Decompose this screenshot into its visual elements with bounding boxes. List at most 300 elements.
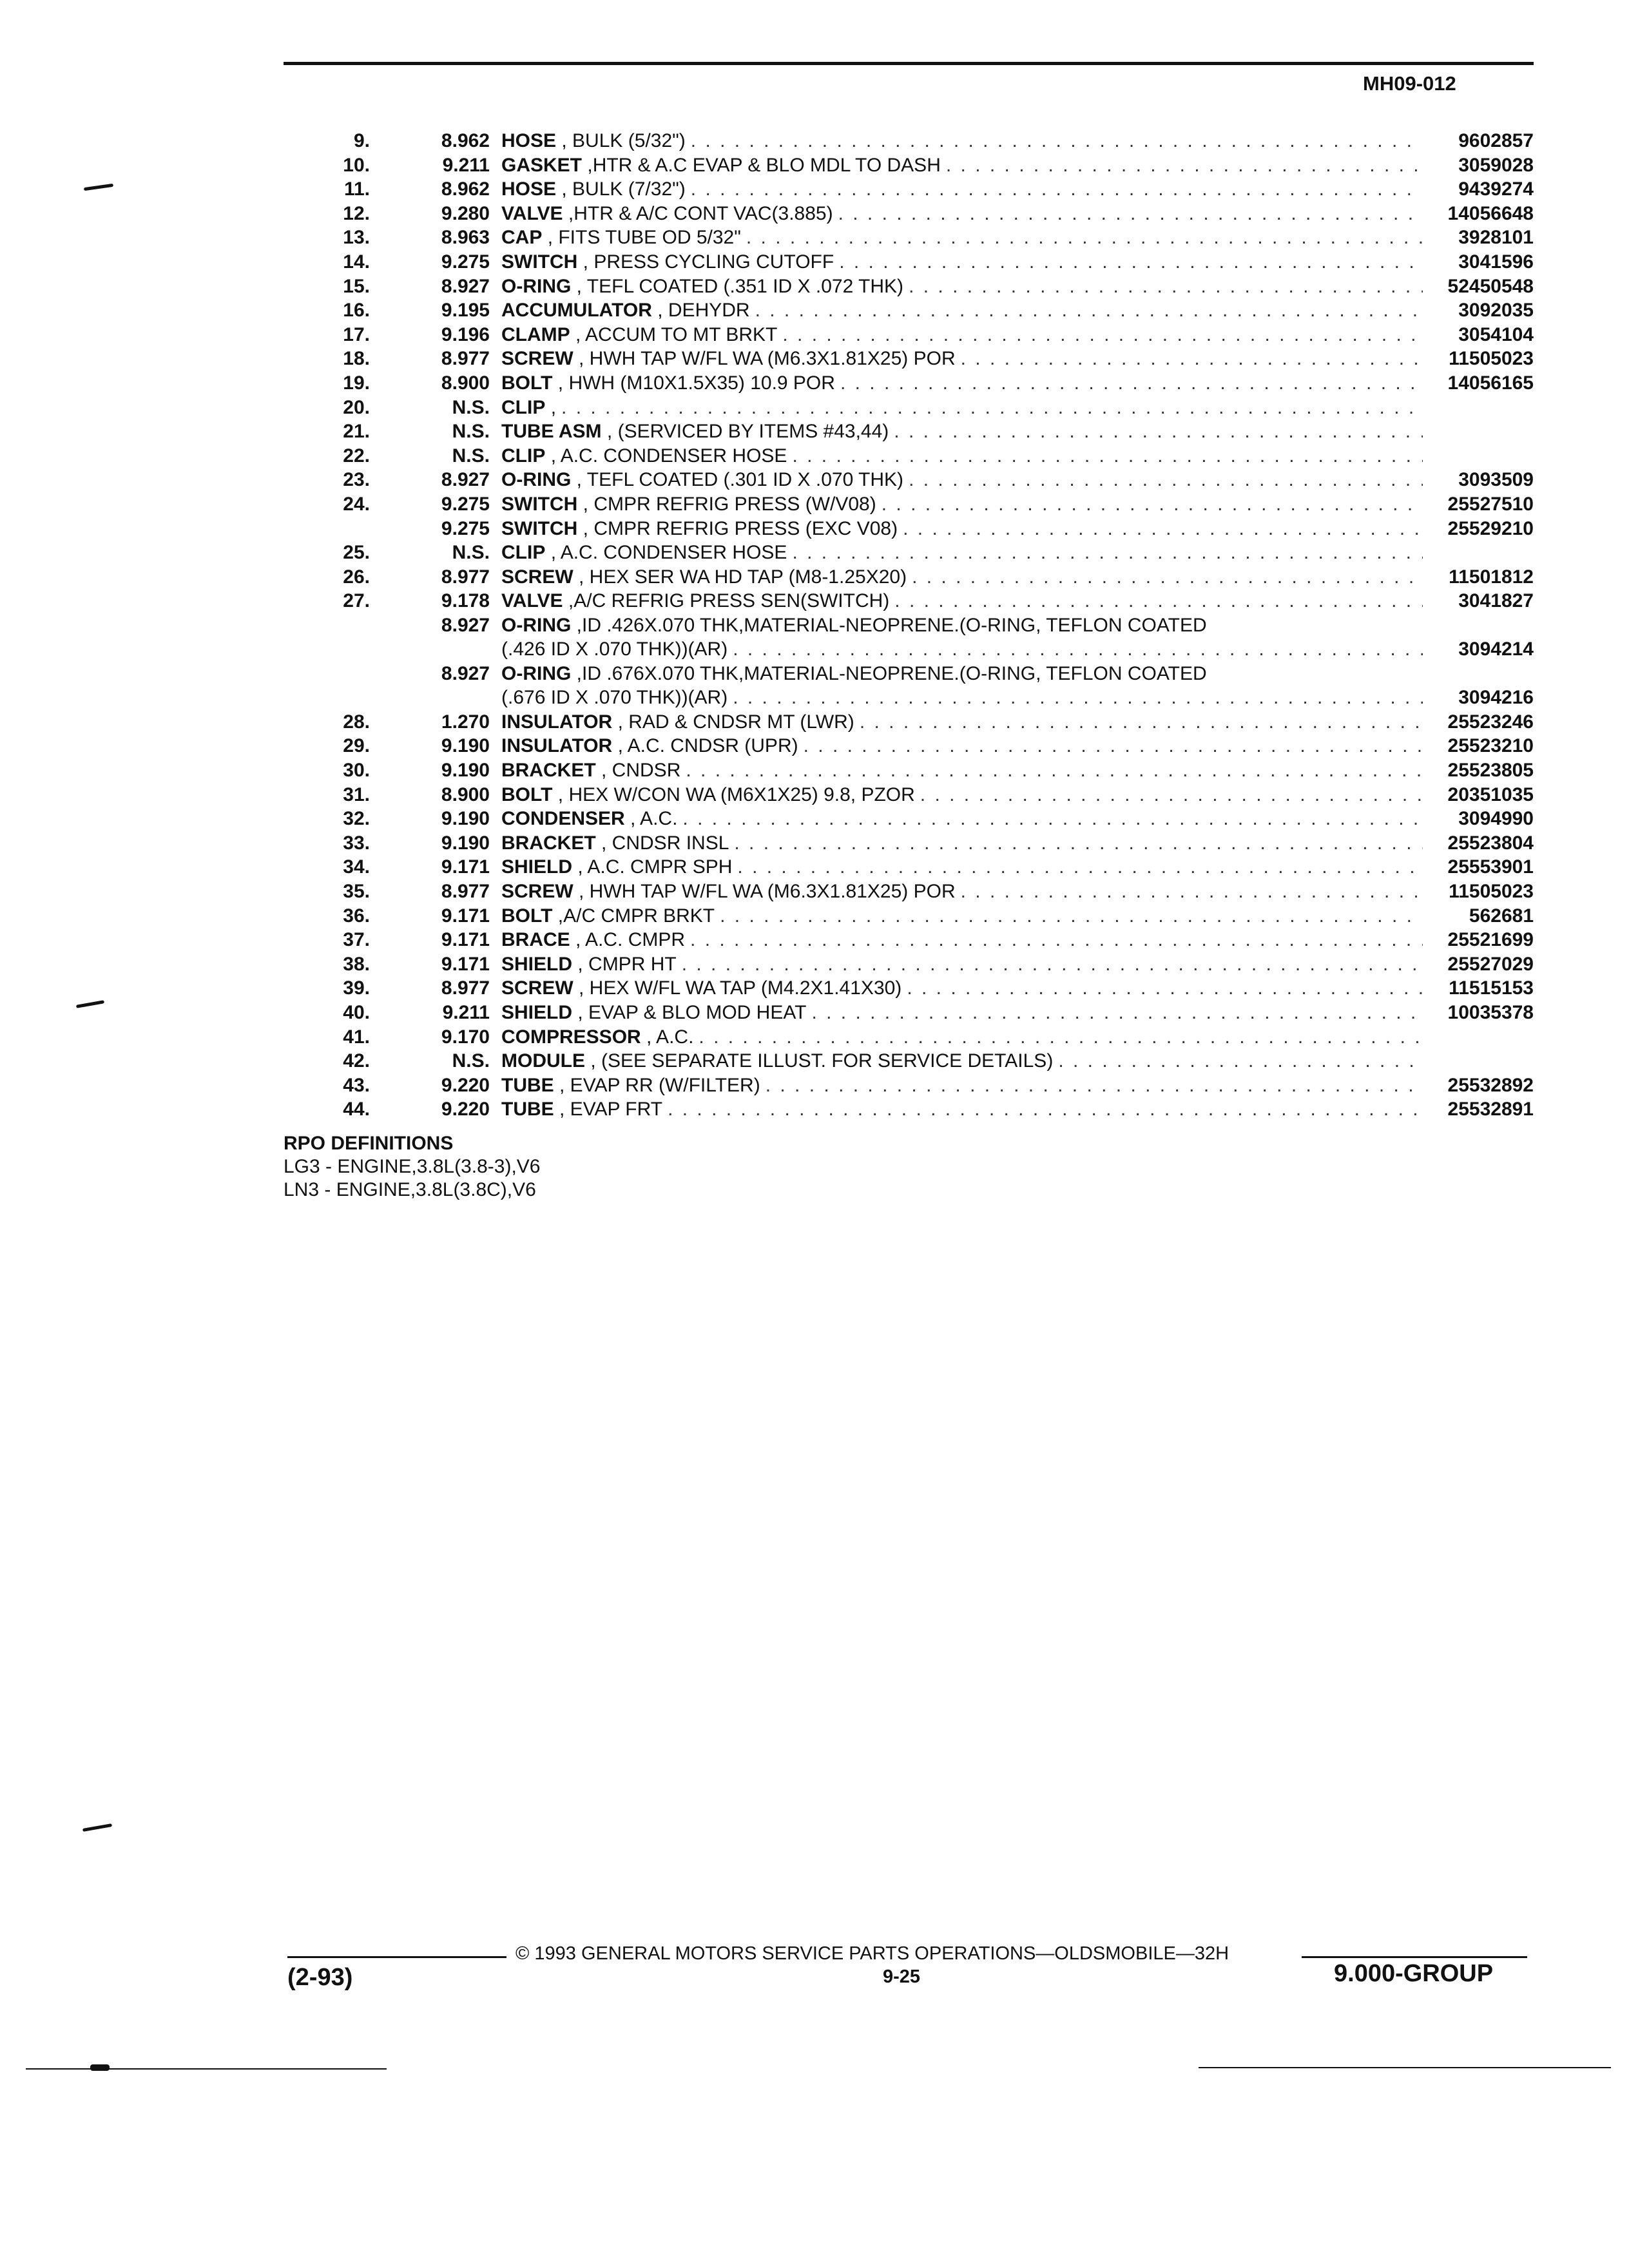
description [501,347,1423,371]
description [501,396,1423,420]
leader-dots [1053,1049,1423,1073]
leader-dots [686,129,1423,153]
leader-dots [787,444,1423,468]
part-detail: , [550,396,557,418]
group-number: 9.196 [441,323,490,345]
item-number: 13. [343,227,370,249]
part-detail: , CMPR REFRIG PRESS (EXC V08) [583,517,898,539]
parts-row [284,202,1534,226]
part-name: O-RING [501,275,572,297]
group-number: 9.220 [441,1099,490,1120]
group-number: 9.275 [441,517,490,539]
scan-dot [90,2064,110,2071]
group-number: 9.170 [441,1026,490,1048]
item-number: 30. [343,760,370,782]
part-name: CONDENSER [501,808,625,830]
parts-row [284,492,1534,517]
group-number: 8.963 [441,227,490,249]
group-number: 8.900 [441,783,490,805]
part-number: 25523246 [1447,711,1534,733]
parts-list [284,129,1534,1122]
item-number: 10. [343,154,370,176]
parts-row [284,371,1534,396]
group-number: 9.190 [441,808,490,830]
description [501,371,1423,396]
item-number: 25. [343,542,370,564]
leader-dots [889,419,1423,444]
parts-row [284,807,1534,831]
parts-row [284,758,1534,783]
part-number: 9602857 [1458,130,1534,151]
leader-dots [693,1025,1423,1050]
part-detail: , HWH TAP W/FL WA (M6.3X1.81X25) POR [579,881,956,903]
item-number: 29. [343,735,370,757]
group-number: 8.927 [441,614,490,636]
part-name: SWITCH [501,493,578,515]
group-number: 8.977 [441,348,490,370]
item-number: 17. [343,323,370,345]
description [501,783,1423,807]
part-detail: , BULK (5/32") [561,130,686,151]
parts-row [284,613,1534,662]
leader-dots [662,1097,1423,1122]
part-number: 25529210 [1447,517,1534,539]
part-number: 562681 [1469,905,1534,927]
part-name: CLAMP [501,323,570,345]
item-number: 40. [343,1002,370,1023]
leader-dots [806,1001,1423,1025]
header-rule [284,62,1534,65]
group-number: 8.927 [441,469,490,491]
scan-line-bottom [26,2068,387,2070]
group-number: 9.171 [441,905,490,927]
parts-row [284,517,1534,541]
part-name: VALVE [501,590,563,612]
part-number: 25523805 [1447,760,1534,782]
parts-row [284,976,1534,1001]
rpo-line: LN3 - ENGINE,3.8L(3.8C),V6 [284,1179,536,1200]
part-name: O-RING [501,662,572,684]
part-number: 14056165 [1447,372,1534,394]
parts-row [284,855,1534,879]
description [501,831,1423,856]
leader-dots [741,226,1423,250]
item-number: 23. [343,469,370,491]
part-name: BRACE [501,929,570,951]
item-number: 12. [343,202,370,224]
description-continued [501,686,1423,710]
parts-row [284,347,1534,371]
leader-dots [835,371,1423,396]
part-detail: , HEX W/FL WA TAP (M4.2X1.41X30) [579,977,902,999]
rpo-line: LG3 - ENGINE,3.8L(3.8-3),V6 [284,1156,541,1177]
part-number: 3054104 [1458,323,1534,345]
leader-dots [907,565,1423,590]
parts-row [284,565,1534,590]
part-name: SHIELD [501,953,573,975]
part-number: 11505023 [1449,348,1534,370]
part-detail: , BULK (7/32") [561,178,686,200]
description [501,419,1423,444]
item-number: 36. [343,905,370,927]
description [501,517,1423,541]
part-number: 25523210 [1447,735,1534,757]
description [501,541,1423,565]
leader-dots [898,517,1423,541]
part-name: SWITCH [501,251,578,273]
group-number: 8.962 [441,130,490,151]
parts-row [284,298,1534,323]
item-number: 41. [343,1026,370,1048]
leader-dots [941,153,1423,178]
leader-dots [750,298,1423,323]
part-number: 9439274 [1458,178,1534,200]
parts-row [284,468,1534,492]
footer-copyright: © 1993 GENERAL MOTORS SERVICE PARTS OPERATIONS—OLDSMOBILE—32H [516,1943,1229,1964]
leader-dots [760,1073,1423,1098]
leader-dots [903,468,1423,492]
item-number: 14. [343,251,370,273]
group-number: 9.171 [441,953,490,975]
group-number: 9.190 [441,760,490,782]
group-number: N.S. [452,396,490,418]
part-number: 3041827 [1458,590,1534,612]
parts-row [284,734,1534,758]
group-number: 9.275 [441,251,490,273]
footer-rule-right [1302,1956,1527,1958]
item-number: 39. [343,977,370,999]
part-name: CLIP [501,542,546,564]
part-detail: , A.C. CONDENSER HOSE [550,542,787,564]
item-number: 26. [343,566,370,588]
item-number: 42. [343,1050,370,1072]
part-detail: , ACCUM TO MT BRKT [575,323,778,345]
parts-row [284,783,1534,807]
part-number: 3059028 [1458,154,1534,176]
part-name: SHIELD [501,856,573,878]
part-detail: , EVAP RR (W/FILTER) [559,1074,760,1096]
part-detail: , A.C. CNDSR (UPR) [617,735,798,757]
parts-row [284,662,1534,710]
part-number: 25523804 [1447,832,1534,854]
group-number: 9.171 [441,929,490,951]
leader-dots [876,492,1423,517]
part-name: O-RING [501,614,572,636]
item-number: 28. [343,711,370,733]
parts-row [284,274,1534,299]
description [501,298,1423,323]
part-detail: , TEFL COATED (.351 ID X .072 THK) [576,275,904,297]
part-detail: , DEHYDR [657,300,750,322]
part-name: SCREW [501,566,574,588]
rpo-title: RPO DEFINITIONS [284,1133,454,1154]
description [501,129,1423,153]
part-name: BOLT [501,783,553,805]
group-number: 9.178 [441,590,490,612]
leader-dots [728,686,1423,710]
leader-dots [729,831,1423,856]
item-number: 20. [343,396,370,418]
binder-hole-mark [76,1000,104,1008]
part-number: 52450548 [1447,275,1534,297]
group-number: 8.977 [441,977,490,999]
part-number: 25532891 [1447,1099,1534,1120]
part-detail: , CMPR REFRIG PRESS (W/V08) [583,493,876,515]
group-number: 8.927 [441,275,490,297]
description [501,492,1423,517]
part-name: VALVE [501,202,563,224]
description [501,226,1423,250]
item-number: 33. [343,832,370,854]
parts-row [284,710,1534,735]
part-detail: , TEFL COATED (.301 ID X .070 THK) [576,469,904,491]
description [501,1001,1423,1025]
leader-dots [777,323,1423,347]
part-number: 25521699 [1447,929,1534,951]
item-number: 19. [343,372,370,394]
leader-dots [854,710,1423,735]
part-detail: , A.C. CONDENSER HOSE [550,445,787,466]
group-number: 9.220 [441,1074,490,1096]
item-number: 15. [343,275,370,297]
description [501,710,1423,735]
parts-row [284,129,1534,153]
leader-dots [715,904,1423,928]
parts-row [284,1049,1534,1073]
part-name: TUBE [501,1074,554,1096]
description [501,879,1423,904]
leader-dots [956,879,1423,904]
parts-row [284,1025,1534,1050]
description [501,444,1423,468]
page-code: MH09-012 [1363,72,1456,95]
part-number: 11515153 [1449,977,1534,999]
description [501,734,1423,758]
leader-dots [677,952,1423,977]
page-number: 9-25 [883,1966,921,1987]
parts-row [284,541,1534,565]
leader-dots [798,734,1423,758]
part-name: HOSE [501,178,557,200]
item-number: 37. [343,929,370,951]
group-number: 8.977 [441,566,490,588]
description [501,807,1423,831]
part-number: 25532892 [1447,1074,1534,1096]
item-number: 21. [343,421,370,443]
group-label: 9.000-GROUP [1334,1960,1494,1987]
parts-row [284,1001,1534,1025]
group-number: 9.211 [442,1002,490,1023]
leader-dots [680,758,1423,783]
parts-row [284,589,1534,613]
item-number: 43. [343,1074,370,1096]
part-detail: , EVAP FRT [559,1099,663,1120]
group-number: 8.927 [441,662,490,684]
description [501,928,1423,952]
parts-row [284,904,1534,928]
binder-hole-mark [82,1823,112,1832]
part-detail: , HEX SER WA HD TAP (M8-1.25X20) [579,566,907,588]
item-number: 24. [343,493,370,515]
item-number: 11. [343,178,370,200]
leader-dots [903,274,1423,299]
part-name: CLIP [501,396,546,418]
footer-rule-left [287,1956,506,1958]
description [501,613,1507,638]
part-number: 25527029 [1447,953,1534,975]
part-number: 3093509 [1458,469,1534,491]
description [501,202,1423,226]
group-number: N.S. [452,445,490,466]
group-number: 8.977 [441,881,490,903]
part-number: 20351035 [1447,783,1534,805]
part-number: 3928101 [1458,227,1534,249]
part-number: 3094990 [1458,808,1534,830]
part-detail: ,A/C CMPR BRKT [557,905,715,927]
part-name: TUBE [501,1099,554,1120]
part-detail: , A.C. CMPR SPH [577,856,733,878]
part-number: 14056648 [1447,202,1534,224]
part-number: 3094214 [1458,639,1534,660]
item-number: 35. [343,881,370,903]
part-detail: , HWH TAP W/FL WA (M6.3X1.81X25) POR [579,348,956,370]
part-name: TUBE ASM [501,421,602,443]
description [501,952,1423,977]
part-detail: ,HTR & A.C EVAP & BLO MDL TO DASH [587,154,941,176]
parts-row [284,444,1534,468]
description [501,153,1423,178]
part-detail: , A.C. CMPR [575,929,686,951]
part-detail: ,HTR & A/C CONT VAC(3.885) [568,202,833,224]
description [501,177,1423,202]
leader-dots [686,177,1423,202]
part-detail: , RAD & CNDSR MT (LWR) [617,711,854,733]
description [501,323,1423,347]
part-detail: , (SEE SEPARATE ILLUST. FOR SERVICE DETAILS) [590,1050,1054,1072]
part-name: ACCUMULATOR [501,300,652,322]
description [501,1097,1423,1122]
group-number: 1.270 [441,711,490,733]
description [501,1025,1423,1050]
parts-row [284,1097,1534,1122]
group-number: 9.280 [441,202,490,224]
part-detail: ,A/C REFRIG PRESS SEN(SWITCH) [568,590,890,612]
leader-dots [732,855,1423,879]
leader-dots [677,807,1423,831]
part-name: GASKET [501,154,583,176]
part-number: 3094216 [1458,687,1534,709]
parts-row [284,177,1534,202]
part-name: BRACKET [501,832,596,854]
part-detail: , PRESS CYCLING CUTOFF [583,251,834,273]
description [501,468,1423,492]
part-number: 25553901 [1447,856,1534,878]
description [501,855,1423,879]
item-number: 18. [343,348,370,370]
group-number: 9.171 [441,856,490,878]
part-number: 3041596 [1458,251,1534,273]
group-number: N.S. [452,1050,490,1072]
group-number: 9.190 [441,832,490,854]
description [501,758,1423,783]
item-number: 34. [343,856,370,878]
part-name: BRACKET [501,760,596,782]
part-name: SHIELD [501,1002,573,1023]
description [501,976,1423,1001]
parts-row [284,952,1534,977]
part-detail: , HEX W/CON WA (M6X1X25) 9.8, PZOR [557,783,915,805]
item-number: 9. [353,130,370,151]
leader-dots [556,396,1423,420]
revision-date: (2-93) [287,1964,353,1991]
part-name: SWITCH [501,517,578,539]
part-number: 25527510 [1447,493,1534,515]
part-detail: , HWH (M10X1.5X35) 10.9 POR [557,372,835,394]
parts-row [284,250,1534,274]
part-name: CAP [501,227,543,249]
part-detail-continued: (.426 ID X .070 THK))(AR) [501,639,728,660]
group-number: 8.962 [441,178,490,200]
group-number: 9.190 [441,735,490,757]
parts-row [284,153,1534,178]
part-number: 10035378 [1447,1002,1534,1023]
part-name: SCREW [501,348,574,370]
part-detail: , A.C. [630,808,678,830]
part-detail: , (SERVICED BY ITEMS #43,44) [606,421,889,443]
group-number: N.S. [452,421,490,443]
parts-row [284,831,1534,856]
leader-dots [956,347,1423,371]
parts-row [284,226,1534,250]
description [501,662,1507,686]
group-number: 9.211 [442,154,490,176]
item-number: 31. [343,783,370,805]
item-number: 22. [343,445,370,466]
leader-dots [787,541,1423,565]
description [501,589,1423,613]
description [501,565,1423,590]
part-detail: , CNDSR INSL [601,832,729,854]
part-detail: , A.C. [646,1026,694,1048]
leader-dots [889,589,1423,613]
leader-dots [833,202,1423,226]
parts-row [284,323,1534,347]
part-name: INSULATOR [501,735,613,757]
part-name: COMPRESSOR [501,1026,641,1048]
leader-dots [685,928,1423,952]
leader-dots [901,976,1423,1001]
part-detail: ,ID .426X.070 THK,MATERIAL-NEOPRENE.(O-RING, TEFLON COATED [576,614,1207,636]
group-number: 9.195 [441,300,490,322]
part-name: BOLT [501,905,553,927]
group-number: 9.275 [441,493,490,515]
item-number: 38. [343,953,370,975]
part-detail: , CMPR HT [577,953,677,975]
description [501,1073,1423,1098]
part-name: MODULE [501,1050,585,1072]
rpo-definitions [284,1132,541,1202]
description [501,250,1423,274]
part-number: 11501812 [1449,566,1534,588]
part-detail-continued: (.676 ID X .070 THK))(AR) [501,687,728,709]
description-continued [501,637,1423,662]
part-name: HOSE [501,130,557,151]
item-number: 27. [343,590,370,612]
item-number: 44. [343,1099,370,1120]
parts-row [284,879,1534,904]
part-detail: , CNDSR [601,760,681,782]
scan-line-bottom-right [1199,2067,1611,2068]
